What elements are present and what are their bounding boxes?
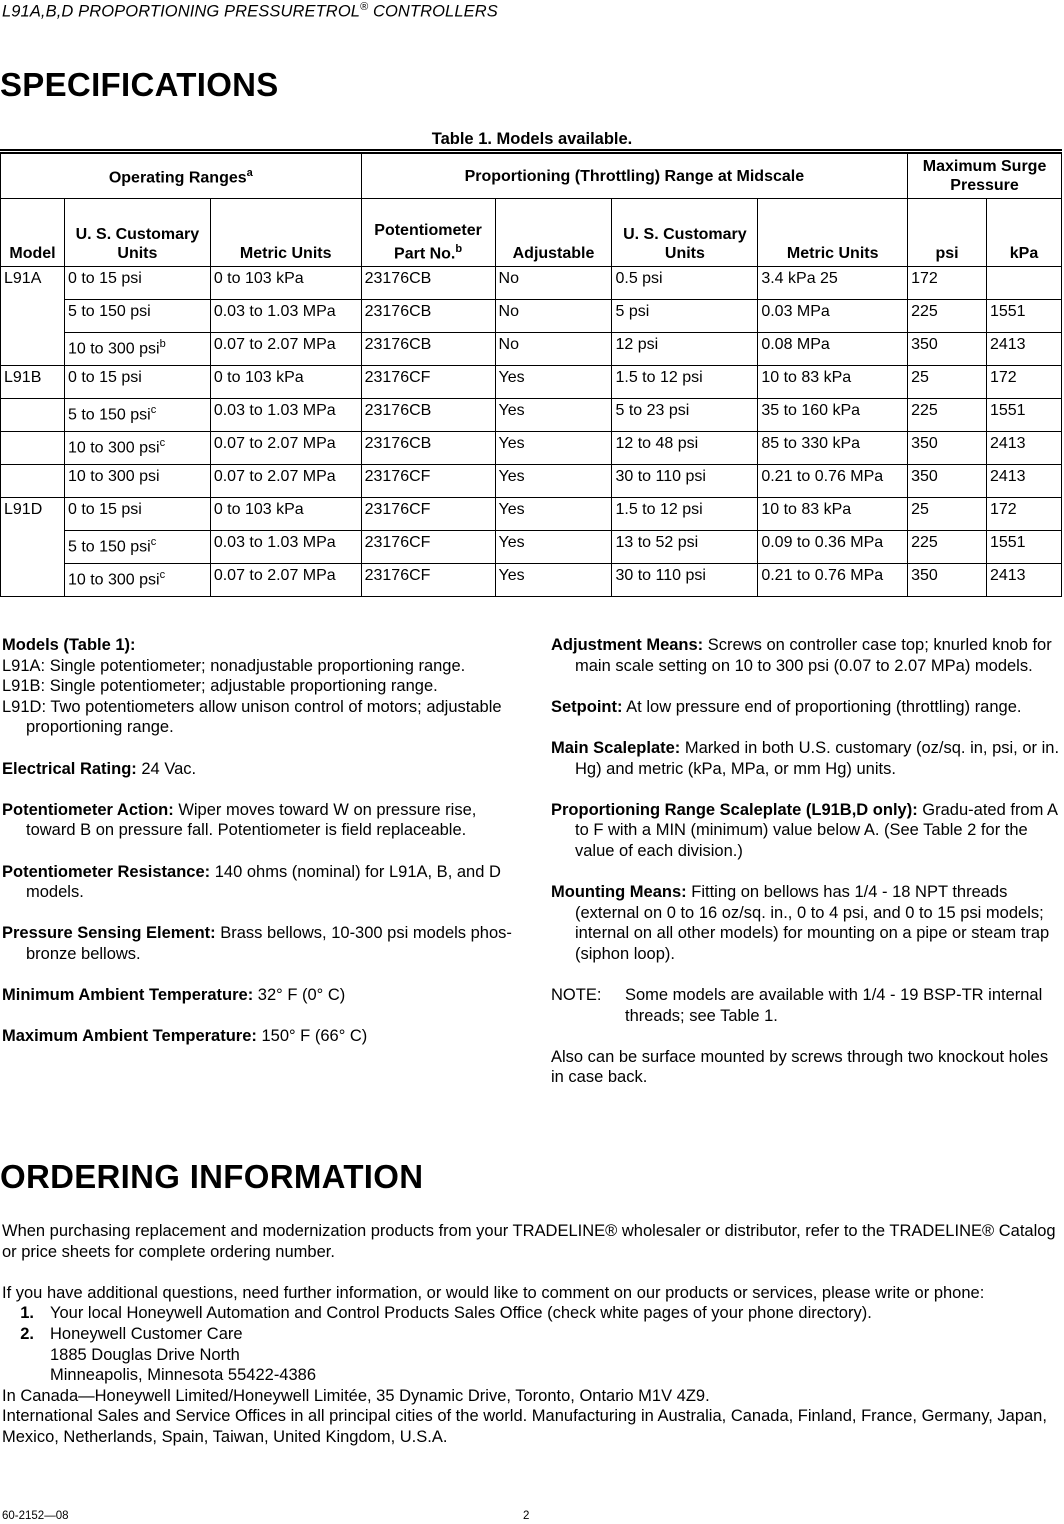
cell-kpa: 1551 <box>986 300 1061 333</box>
cell-kpa: 2413 <box>986 333 1061 366</box>
cell-metric: 0 to 103 kPa <box>210 267 361 300</box>
col-header-us-units: U. S. Customary Units <box>64 199 210 267</box>
cell-pmet: 35 to 160 kPa <box>758 399 908 432</box>
cell-us: 5 to 150 psi <box>64 300 210 333</box>
cell-metric: 0.07 to 2.07 MPa <box>210 432 361 465</box>
cell-kpa: 172 <box>986 366 1061 399</box>
cell-pus: 1.5 to 12 psi <box>612 366 758 399</box>
cell-model: L91B <box>1 366 65 399</box>
cell-pmet: 0.09 to 0.36 MPa <box>758 531 908 564</box>
spec-potentiometer-resistance: Potentiometer Resistance: 140 ohms (nominal) for L91A, B, and D models. <box>2 862 501 902</box>
cell-pmet: 10 to 83 kPa <box>758 366 908 399</box>
col-header-psi: psi <box>908 199 987 267</box>
document-number: 60-2152—08 <box>2 1510 69 1522</box>
cell-pot: 23176CF <box>361 498 495 531</box>
table-row <box>1 267 1062 300</box>
cell-pot: 23176CB <box>361 432 495 465</box>
cell-metric: 0.07 to 2.07 MPa <box>210 465 361 498</box>
cell-kpa: 1551 <box>986 399 1061 432</box>
cell-us: 10 to 300 psi$^c$ <box>64 564 210 597</box>
col-header-prop-metric-units: Metric Units <box>758 199 908 267</box>
cell-psi: 350 <box>908 564 987 597</box>
table-row <box>1 432 1062 465</box>
cell-pot: 23176CF <box>361 366 495 399</box>
cell-model <box>1 564 65 597</box>
cell-psi: 350 <box>908 432 987 465</box>
table-body <box>1 267 1062 597</box>
cell-psi: 172 <box>908 267 987 300</box>
cell-pus: 30 to 110 psi <box>612 564 758 597</box>
cell-pus: 5 to 23 psi <box>612 399 758 432</box>
address-line-1: 1885 Douglas Drive North <box>50 1345 240 1364</box>
international-offices: International Sales and Service Offices in all principal cities of the world. Manufacturing in Australia, Canada, Finland, France, Germany, Japan, Mexico, Netherlands, Spain, Taiwan, United Kingdom, U.S.A. <box>2 1407 1047 1446</box>
spec-models <box>2 635 512 738</box>
cell-adj: Yes <box>495 432 612 465</box>
table-row <box>1 564 1062 597</box>
cell-kpa: 2413 <box>986 465 1061 498</box>
cell-pmet: 10 to 83 kPa <box>758 498 908 531</box>
models-label: Models (Table 1): <box>2 636 136 654</box>
cell-psi: 350 <box>908 465 987 498</box>
cell-us: 0 to 15 psi <box>64 366 210 399</box>
cell-us: 5 to 150 psi$^c$ <box>64 531 210 564</box>
ordering-list-item-2: 2. Honeywell Customer Care <box>20 1324 243 1343</box>
cell-metric: 0 to 103 kPa <box>210 498 361 531</box>
spec-electrical-rating: Electrical Rating: 24 Vac. <box>2 759 197 778</box>
spec-potentiometer-action: Potentiometer Action: Wiper moves toward W on pressure rise, toward B on pressure fall. Potentiometer is field replaceable. <box>2 800 477 840</box>
spec-max-ambient: Maximum Ambient Temperature: 150° F (66° C) <box>2 1027 368 1046</box>
cell-psi: 25 <box>908 498 987 531</box>
spec-pressure-sensing: Pressure Sensing Element: Brass bellows, 10-300 psi models phos-bronze bellows. <box>2 924 512 963</box>
model-l91b-desc: L91B: Single potentiometer; adjustable proportioning range. <box>2 677 438 696</box>
cell-psi: 225 <box>908 399 987 432</box>
cell-psi: 225 <box>908 300 987 333</box>
cell-model: L91D <box>1 498 65 531</box>
cell-pmet: 85 to 330 kPa <box>758 432 908 465</box>
cell-metric: 0.03 to 1.03 MPa <box>210 531 361 564</box>
ordering-heading: ORDERING INFORMATION <box>0 1158 424 1195</box>
col-header-adjustable: Adjustable <box>495 199 612 267</box>
cell-pmet: 0.03 MPa <box>758 300 908 333</box>
cell-pus: 5 psi <box>612 300 758 333</box>
cell-pot: 23176CF <box>361 564 495 597</box>
table-row <box>1 300 1062 333</box>
cell-model: L91A <box>1 267 65 300</box>
model-l91d-desc: L91D: Two potentiometers allow unison control of motors; adjustable proportioning range. <box>2 697 502 737</box>
cell-kpa: 2413 <box>986 432 1061 465</box>
cell-metric: 0 to 103 kPa <box>210 366 361 399</box>
cell-us: 10 to 300 psi$^b$ <box>64 333 210 366</box>
cell-pot: 23176CB <box>361 267 495 300</box>
cell-us: 10 to 300 psi <box>64 465 210 498</box>
note-label: NOTE: <box>551 986 602 1005</box>
cell-model <box>1 399 65 432</box>
cell-adj: No <box>495 333 612 366</box>
cell-adj: Yes <box>495 399 612 432</box>
cell-model <box>1 300 65 333</box>
models-table <box>0 149 1062 597</box>
cell-pus: 30 to 110 psi <box>612 465 758 498</box>
col-header-prop-us-units: U. S. Customary Units <box>612 199 758 267</box>
note-text: Some models are available with 1/4 - 19 BSP-TR internal threads; see Table 1. <box>625 986 1043 1025</box>
spec-min-ambient: Minimum Ambient Temperature: 32° F (0° C) <box>2 986 346 1005</box>
cell-metric: 0.03 to 1.03 MPa <box>210 399 361 432</box>
cell-adj: Yes <box>495 498 612 531</box>
cell-pus: 13 to 52 psi <box>612 531 758 564</box>
specifications-heading: SPECIFICATIONS <box>0 66 279 103</box>
cell-pmet: 3.4 kPa 25 <box>758 267 908 300</box>
cell-pot: 23176CB <box>361 399 495 432</box>
cell-adj: Yes <box>495 366 612 399</box>
cell-pmet: 0.21 to 0.76 MPa <box>758 564 908 597</box>
spec-surface-mount: Also can be surface mounted by screws through two knockout holes in case back. <box>551 1047 1049 1087</box>
cell-adj: Yes <box>495 564 612 597</box>
cell-kpa: 1551 <box>986 531 1061 564</box>
cell-pus: 0.5 psi <box>612 267 758 300</box>
cell-kpa: 2413 <box>986 564 1061 597</box>
address-line-2: Minneapolis, Minnesota 55422-4386 <box>50 1366 317 1385</box>
cell-pot: 23176CF <box>361 465 495 498</box>
cell-model <box>1 531 65 564</box>
cell-metric: 0.03 to 1.03 MPa <box>210 300 361 333</box>
cell-kpa <box>986 267 1061 300</box>
cell-pot: 23176CB <box>361 333 495 366</box>
spec-adjustment-means: Adjustment Means: Screws on controller case top; knurled knob for main scale setting on 10 to 300 psi (0.07 to 2.07 MPa) models. <box>551 636 1052 675</box>
cell-model <box>1 465 65 498</box>
cell-metric: 0.07 to 2.07 MPa <box>210 333 361 366</box>
cell-metric: 0.07 to 2.07 MPa <box>210 564 361 597</box>
cell-adj: No <box>495 300 612 333</box>
cell-us: 10 to 300 psi$^c$ <box>64 432 210 465</box>
table-caption: Table 1. Models available. <box>431 130 633 148</box>
ordering-paragraph-2: If you have additional questions, need further information, or would like to comment on our products or services, please write or phone: <box>2 1283 985 1302</box>
cell-pus: 1.5 to 12 psi <box>612 498 758 531</box>
spec-main-scaleplate: Main Scaleplate: Marked in both U.S. customary (oz/sq. in, psi, or in. Hg) and metric (kPa, MPa, or mm Hg) units. <box>551 738 1060 778</box>
spec-setpoint: Setpoint: At low pressure end of proportioning (throttling) range. <box>551 697 1022 716</box>
table-row <box>1 465 1062 498</box>
table-row <box>1 498 1062 531</box>
group-header-proportioning: Proportioning (Throttling) Range at Midscale <box>361 152 908 199</box>
specs-left-column <box>2 635 512 1067</box>
cell-psi: 350 <box>908 333 987 366</box>
table-row <box>1 333 1062 366</box>
model-l91a-desc: L91A: Single potentiometer; nonadjustable proportioning range. <box>2 656 466 675</box>
cell-adj: No <box>495 267 612 300</box>
specs-right-column <box>551 635 1063 1109</box>
cell-model <box>1 432 65 465</box>
ordering-list-item-1: 1. Your local Honeywell Automation and Control Products Sales Office (check white pages of your phone directory). <box>20 1304 872 1323</box>
cell-us: 0 to 15 psi <box>64 267 210 300</box>
cell-pmet: 0.08 MPa <box>758 333 908 366</box>
cell-psi: 225 <box>908 531 987 564</box>
col-header-potentiometer: Potentiometer Part No.$^b$ <box>361 199 495 267</box>
ordering-body <box>2 1221 1060 1448</box>
cell-pus: 12 psi <box>612 333 758 366</box>
mounting-note <box>551 985 1063 1026</box>
cell-model <box>1 333 65 366</box>
cell-us: 5 to 150 psi$^c$ <box>64 399 210 432</box>
table-row <box>1 366 1062 399</box>
ordering-paragraph-1: When purchasing replacement and modernization products from your TRADELINE® wholesaler or distributor, refer to the TRADELINE® Catalog or price sheets for complete ordering number. <box>2 1222 1056 1261</box>
cell-pus: 12 to 48 psi <box>612 432 758 465</box>
col-header-kpa: kPa <box>986 199 1061 267</box>
col-header-model: Model <box>1 199 65 267</box>
running-header: L91A,B,D PROPORTIONING PRESSURETROL® CONTROLLERS <box>2 1 498 21</box>
cell-kpa: 172 <box>986 498 1061 531</box>
spec-proportioning-scaleplate: Proportioning Range Scaleplate (L91B,D only): Gradu-ated from A to F with a MIN (minimum) value below A. (See Table 2 for the value of each division.) <box>551 800 1058 860</box>
col-header-metric-units: Metric Units <box>210 199 361 267</box>
group-header-operating-ranges: Operating Ranges$^a$ <box>1 152 362 199</box>
cell-us: 0 to 15 psi <box>64 498 210 531</box>
canada-contact: In Canada—Honeywell Limited/Honeywell Limitée, 35 Dynamic Drive, Toronto, Ontario M1V 4Z9. <box>2 1386 710 1405</box>
cell-pot: 23176CB <box>361 300 495 333</box>
cell-adj: Yes <box>495 531 612 564</box>
cell-adj: Yes <box>495 465 612 498</box>
cell-pmet: 0.21 to 0.76 MPa <box>758 465 908 498</box>
table-row <box>1 399 1062 432</box>
cell-psi: 25 <box>908 366 987 399</box>
page-number: 2 <box>523 1510 530 1522</box>
spec-mounting-means: Mounting Means: Fitting on bellows has 1/4 - 18 NPT threads (external on 0 to 16 oz/sq. in., 0 to 4 psi, and 0 to 15 psi models; internal on all other models) for mounting on a pipe or steam trap (siphon loop). <box>551 883 1050 963</box>
cell-pot: 23176CF <box>361 531 495 564</box>
group-header-surge: Maximum Surge Pressure <box>908 152 1062 199</box>
table-row <box>1 531 1062 564</box>
